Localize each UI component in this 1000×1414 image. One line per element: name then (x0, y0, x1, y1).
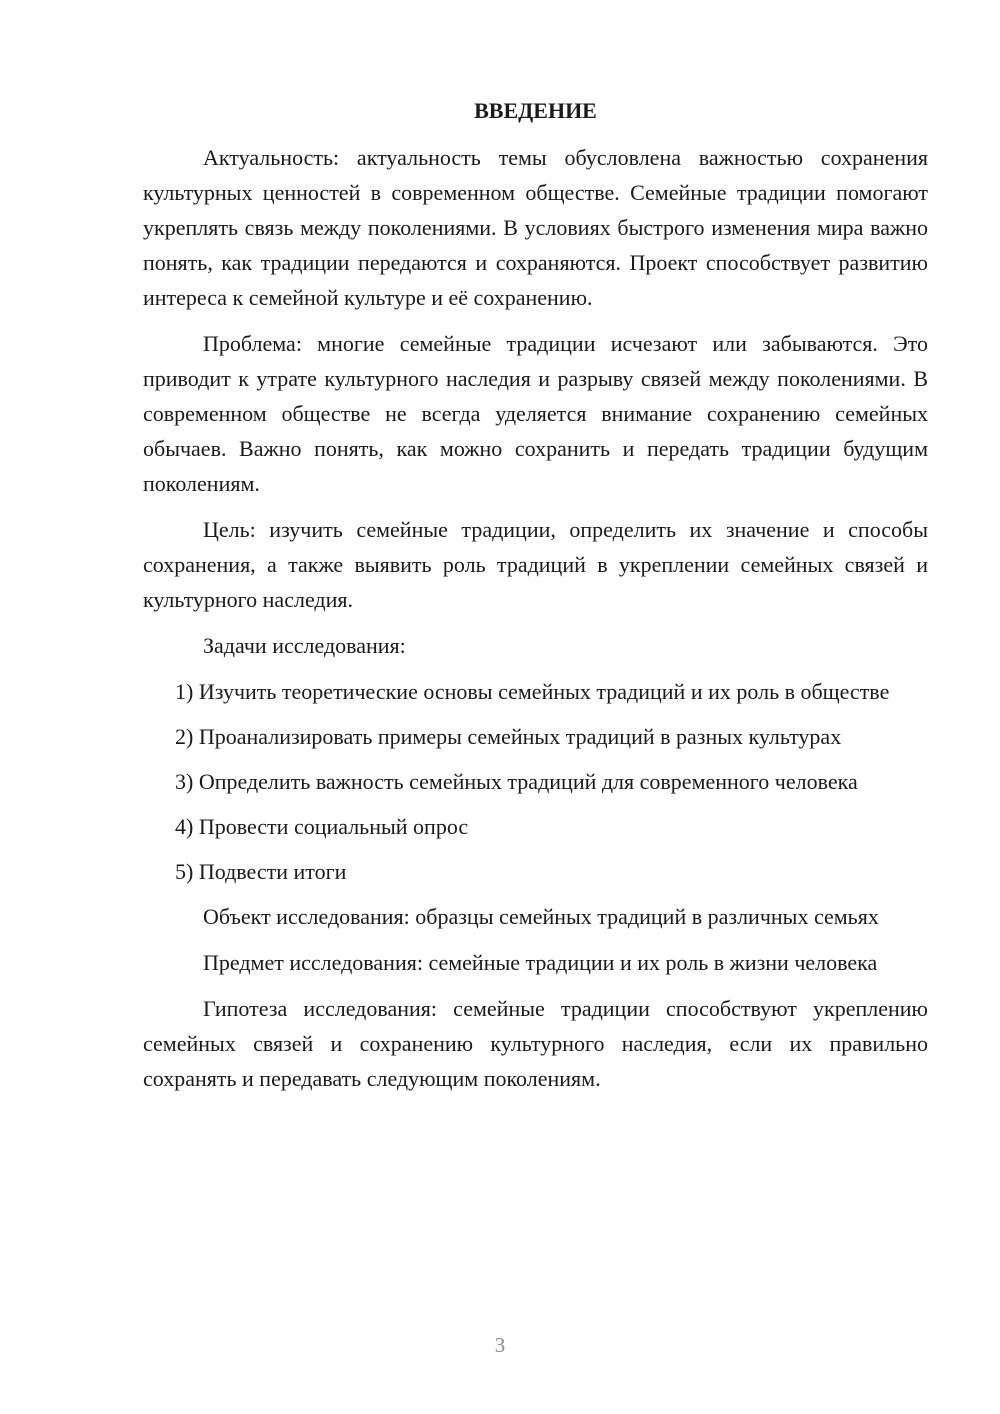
relevance-paragraph: Актуальность: актуальность темы обусловлена важностью сохранения культурных ценностей в современном обществе. Семейные традиции помогают укреплять связь между поколениями. В условиях быстрого изменения мира важно понять, как традиции передаются и сохраняются. Проект способствует развитию интереса к семейной культуре и её сохранению. (143, 145, 928, 310)
task-item-1: 1) Изучить теоретические основы семейных традиций и их роль в обществе (175, 679, 890, 704)
subject-paragraph: Предмет исследования: семейные традиции и их роль в жизни человека (203, 950, 878, 975)
hypothesis-paragraph: Гипотеза исследования: семейные традиции способствуют укреплению семейных связей и сохранению культурного наследия, если их правильно сохранять и передавать следующим поколениям. (143, 996, 928, 1091)
task-item-2: 2) Проанализировать примеры семейных традиций в разных культурах (175, 724, 842, 749)
object-paragraph: Объект исследования: образцы семейных традиций в различных семьях (203, 904, 879, 929)
task-item-3: 3) Определить важность семейных традиций для современного человека (175, 769, 858, 794)
tasks-list (143, 674, 928, 889)
task-item-4: 4) Провести социальный опрос (175, 814, 469, 839)
tasks-heading: Задачи исследования: (203, 633, 406, 658)
task-item-5: 5) Подвести итоги (175, 859, 347, 884)
section-title: ВВЕДЕНИЕ (474, 98, 597, 123)
document-page (143, 96, 928, 1107)
goal-paragraph: Цель: изучить семейные традиции, определить их значение и способы сохранения, а также выявить роль традиций в укреплении семейных связей и культурного наследия. (143, 517, 928, 612)
page-number: 3 (494, 1333, 506, 1357)
problem-paragraph: Проблема: многие семейные традиции исчезают или забываются. Это приводит к утрате культурного наследия и разрыву связей между поколениями. В современном обществе не всегда уделяется внимание сохранению семейных обычаев. Важно понять, как можно сохранить и передать традиции будущим поколениям. (143, 331, 928, 496)
